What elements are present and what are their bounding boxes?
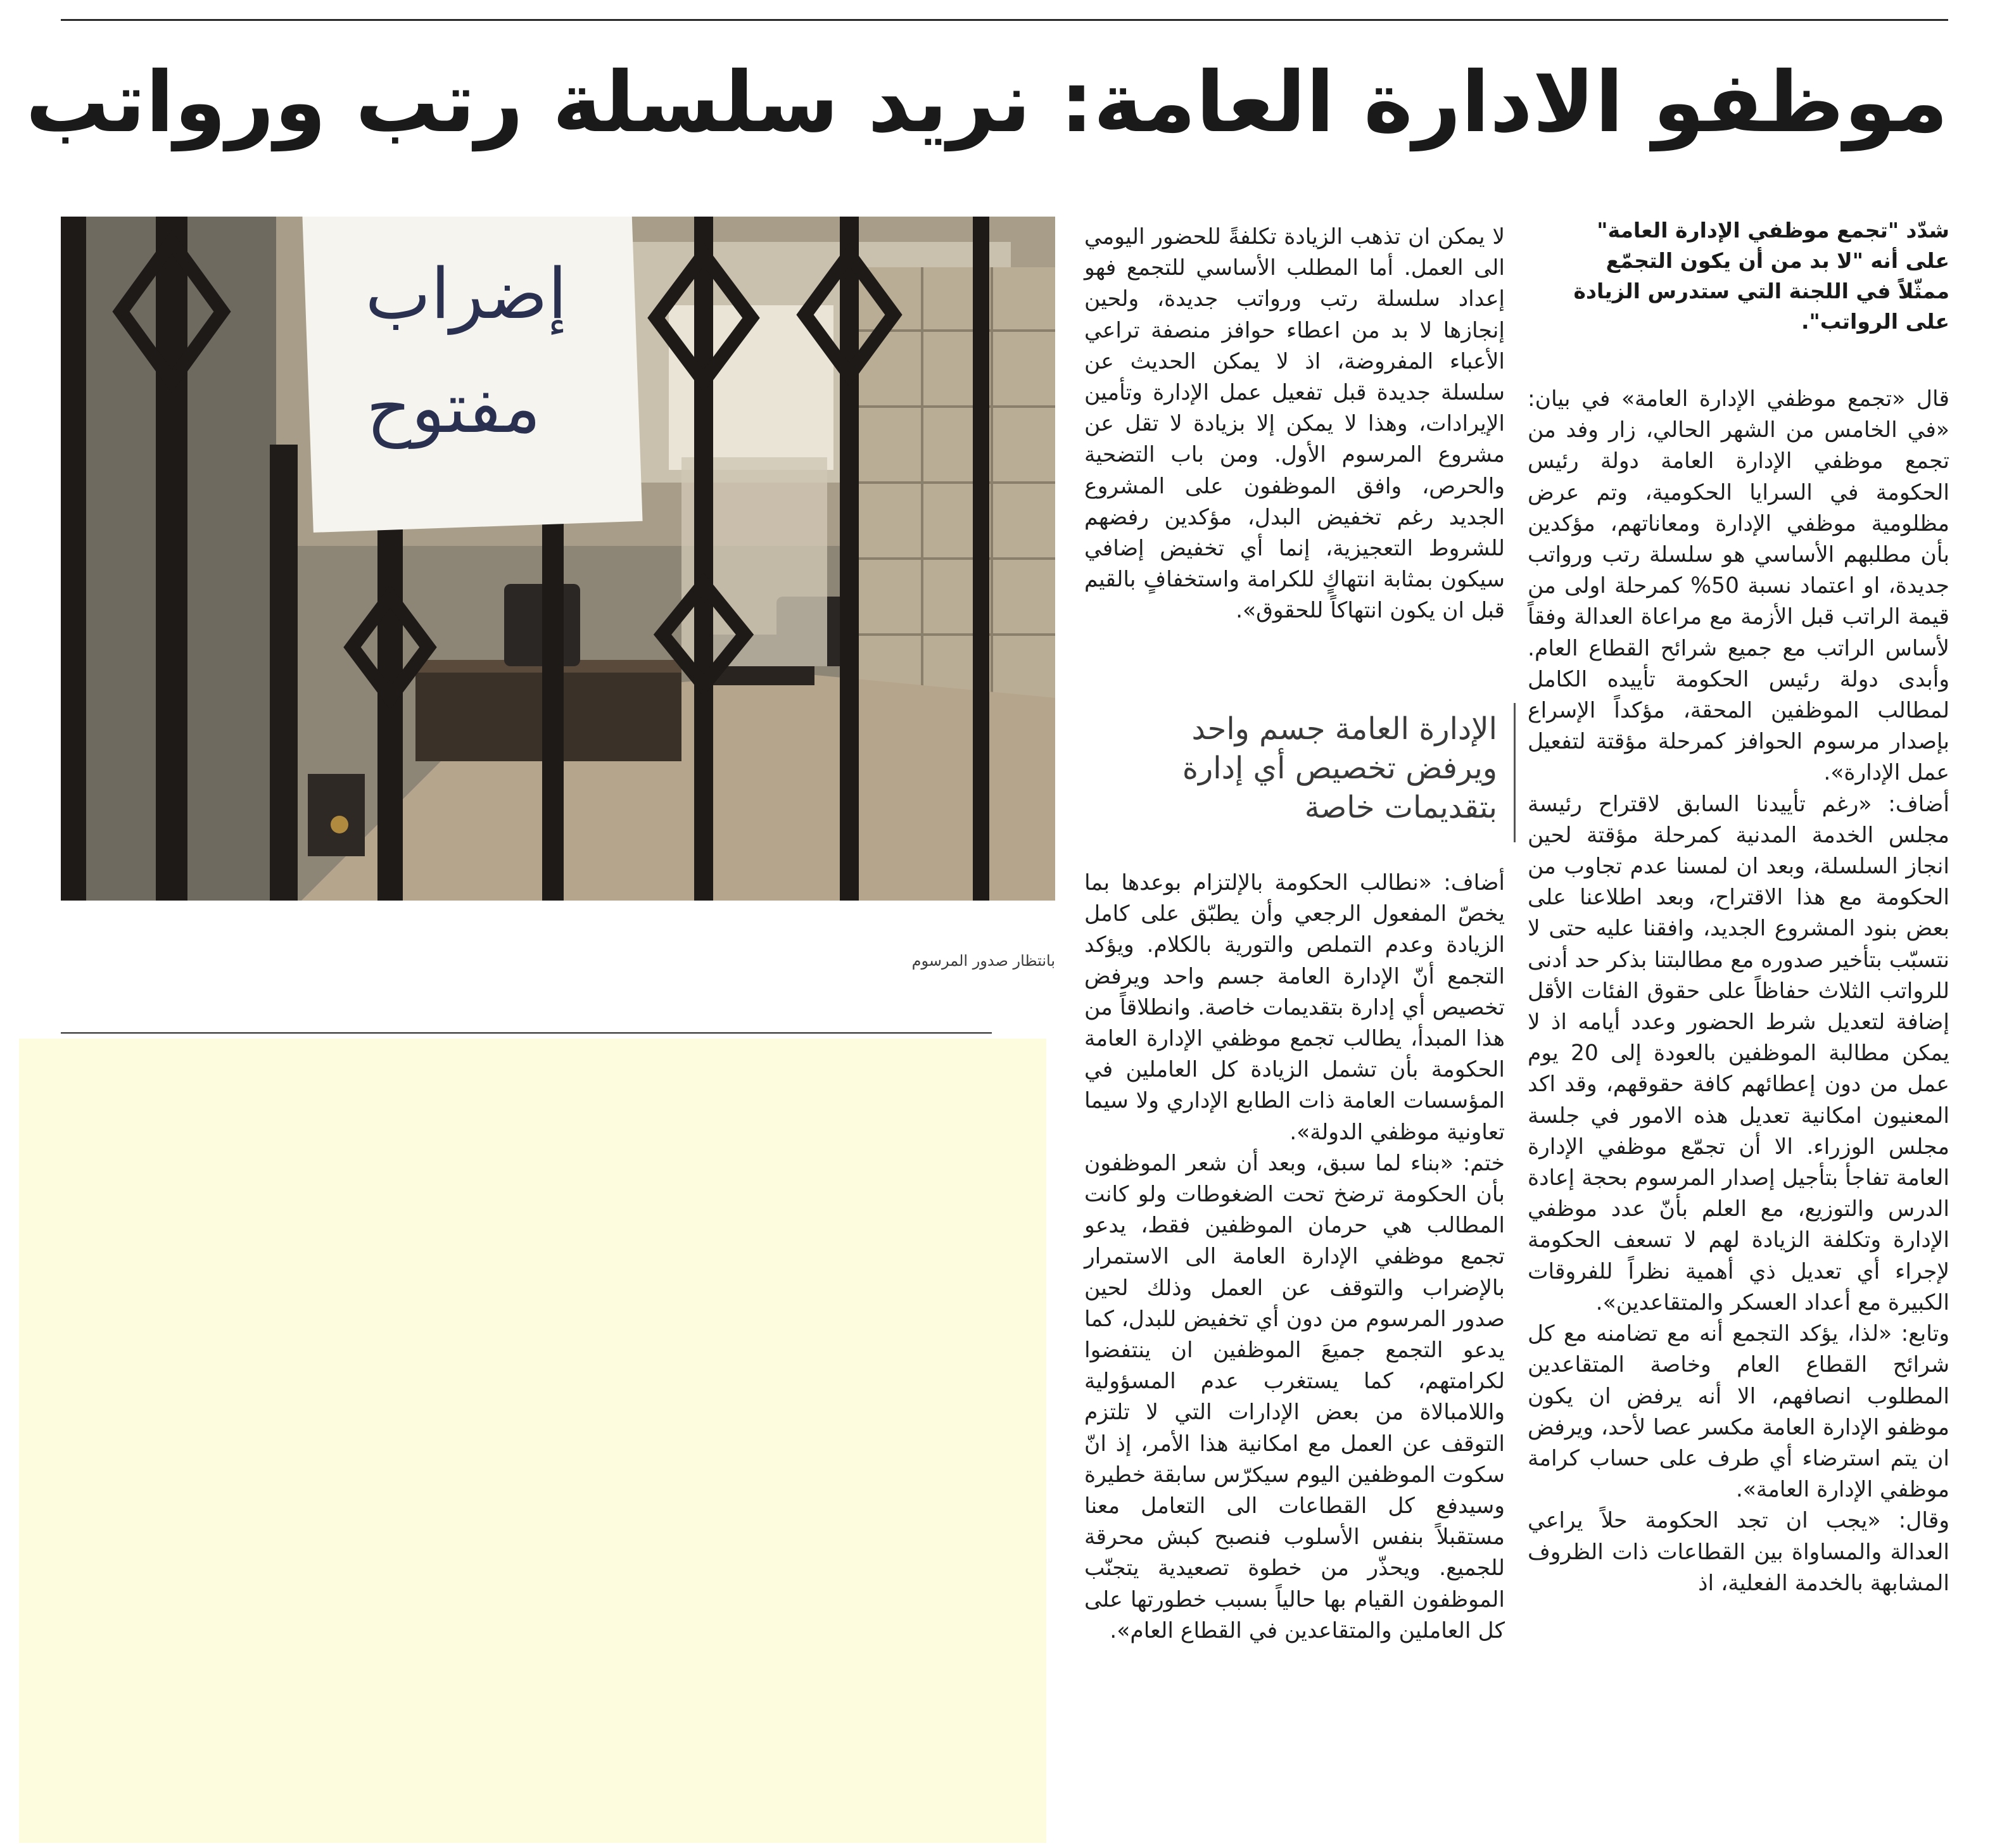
article-paragraph: وتابع: «لذا، يؤكد التجمع أنه مع تضامنه مع كل شرائح القطاع العام وخاصة المتقاعدين المطلوب انصافهم، الا أنه يرفض ان يكون موظفو الإدارة العامة مكسر عصا لأحد، ويرفض ان يتم استرضاء أي طرف على حساب كرامة موظفي الإدارة العامة». — [1528, 1321, 1949, 1503]
sign-text-line1: إضراب — [365, 253, 567, 334]
article-paragraph: لا يمكن ان تذهب الزيادة تكلفةً للحضور اليومي الى العمل. أما المطلب الأساسي للتجمع فهو إعداد سلسلة رتب ورواتب جديدة، ولحين إنجازها لا بد من اعطاء حوافز منصفة تراعي الأعباء المفروضة، اذ لا يمكن الحديث عن سلسلة جديدة قبل تفعيل عمل الإدارة وتأمين الإيرادات، وهذا لا يمكن إلا بزيادة لا تقل عن مشروع المرسوم الأول. ومن باب التضحية والحرص، وافق الموظفون على المشروع الجديد رغم تخفيض البدل، مؤكدين رفضهم للشروط التعجيزية، إنما أي تخفيض إضافي سيكون بمثابة انتهاكٍ للكرامة واستخفافٍ بالقيم قبل ان يكون انتهاكاً للحقوق». — [1084, 224, 1505, 624]
article-column-middle-bottom — [1084, 868, 1505, 1647]
photo-illustration — [61, 217, 1055, 901]
article-paragraph: أضاف: «رغم تأييدنا السابق لاقتراح رئيسة مجلس الخدمة المدنية كمرحلة مؤقتة لحين انجاز السلسلة، وبعد ان لمسنا عدم تجاوب من الحكومة مع هذا الاقتراح، وبعد اطلاعنا على بعض بنود المشروع الجديد، وافقنا عليه حتى لا نتسبّب بتأخير صدوره مع مطالبتنا بذكر حد أدنى للرواتب الثلاث حفاظاً على حقوق الفئات الأقل إضافة لتعديل شرط الحضور وعدد أيامه اذ لا يمكن مطالبة الموظفين بالعودة إلى 20 يوم عمل من دون إعطائهم كافة حقوقهم، وقد اكد المعنيون امكانية تعديل هذه الامور في جلسة مجلس الوزراء. الا أن تجمّع موظفي الإدارة العامة تفاجأ بتأجيل إصدار المرسوم بحجة إعادة الدرس والتوزيع، مع العلم بأنّ عدد موظفي الإدارة وتكلفة الزيادة لهم لا تسعف الحكومة لإجراء أي تعديل ذي أهمية نظراً للفروقات الكبيرة مع أعداد العسكر والمتقاعدين». — [1528, 791, 1949, 1315]
photo-caption: بانتظار صدور المرسوم — [911, 952, 1055, 970]
top-rule — [61, 19, 1948, 21]
headline: موظفو الادارة العامة: نريد سلسلة رتب ورواتب — [25, 54, 1948, 151]
article-column-right — [1528, 384, 1949, 1599]
lead-paragraph: شدّد "تجمع موظفي الإدارة العامة" على أنه "لا بد من أن يكون التجمّع ممثّلاً في اللجنة التي ستدرس الزيادة على الرواتب". — [1573, 218, 1949, 334]
article-paragraph: أضاف: «نطالب الحكومة بالإلتزام بوعدها بما يخصّ المفعول الرجعي وأن يطبّق على كامل الزيادة وعدم التملص والتورية بالكلام. ويؤكد التجمع أنّ الإدارة العامة جسم واحد ويرفض تخصيص أي إدارة بتقديمات خاصة. وانطلاقاً من هذا المبدأ، يطالب تجمع موظفي الإدارة العامة الحكومة بأن تشمل الزيادة كل العاملين في المؤسسات العامة ذات الطابع الإداري ولا سيما تعاونية موظفي الدولة». — [1084, 870, 1505, 1145]
pullquote — [1077, 703, 1516, 842]
article-photo — [61, 217, 1055, 901]
article-paragraph: ختم: «بناء لما سبق، وبعد أن شعر الموظفون بأن الحكومة ترضخ تحت الضغوطات ولو كانت المطالب هي حرمان الموظفين فقط، يدعو تجمع موظفي الإدارة العامة الى الاستمرار بالإضراب والتوقف عن العمل وذلك لحين صدور المرسوم من دون أي تخفيض للبدل، كما يدعو التجمع جميعَ الموظفين ان ينتفضوا لكرامتهم، كما يستغرب عدم المسؤولية واللامبالاة من بعض الإدارات التي لا تلتزم التوقف عن العمل مع امكانية هذا الأمر، إذ انّ سكوت الموظفين اليوم سيكرّس سابقة خطيرة وسيدفع كل القطاعات الى التعامل معنا مستقبلاً بنفس الأسلوب فنصبح كبش محرقة للجميع. ويحذّر من خطوة تصعيدية يتجنّب الموظفون القيام بها حالياً بسبب خطورتها على كل العاملين والمتقاعدين في القطاع العام». — [1084, 1150, 1505, 1643]
advertisement-placeholder — [19, 1039, 1046, 1843]
article-paragraph: وقال: «يجب ان تجد الحكومة حلاً يراعي العدالة والمساواة بين القطاعات ذات الظروف المشابهة بالخدمة الفعلية، اذ — [1528, 1508, 1949, 1596]
article-paragraph: قال «تجمع موظفي الإدارة العامة» في بيان: «في الخامس من الشهر الحالي، زار وفد من تجمع موظفي الإدارة العامة دولة رئيس الحكومة في السرايا الحكومية، وتم عرض مظلومية موظفي الإدارة ومعاناتهم، مؤكدين بأن مطلبهم الأساسي هو سلسلة رتب ورواتب جديدة، او اعتماد نسبة 50% كمرحلة اولى من قيمة الراتب قبل الأزمة مع مراعاة العدالة وفقاً لأساس الراتب مع جميع شرائح القطاع العام. وأبدى دولة رئيس الحكومة تأييده الكامل لمطالب الموظفين المحقة، مؤكداً الإسراع بإصدار مرسوم الحوافز كمرحلة مؤقتة لتفعيل عمل الإدارة». — [1528, 386, 1949, 786]
pullquote-text: الإدارة العامة جسم واحد ويرفض تخصيص أي إدارة بتقديمات خاصة — [1182, 711, 1497, 825]
sign-text-line2: مفتوح — [366, 367, 541, 448]
section-rule — [61, 1032, 992, 1034]
article-column-middle-top — [1084, 222, 1505, 627]
